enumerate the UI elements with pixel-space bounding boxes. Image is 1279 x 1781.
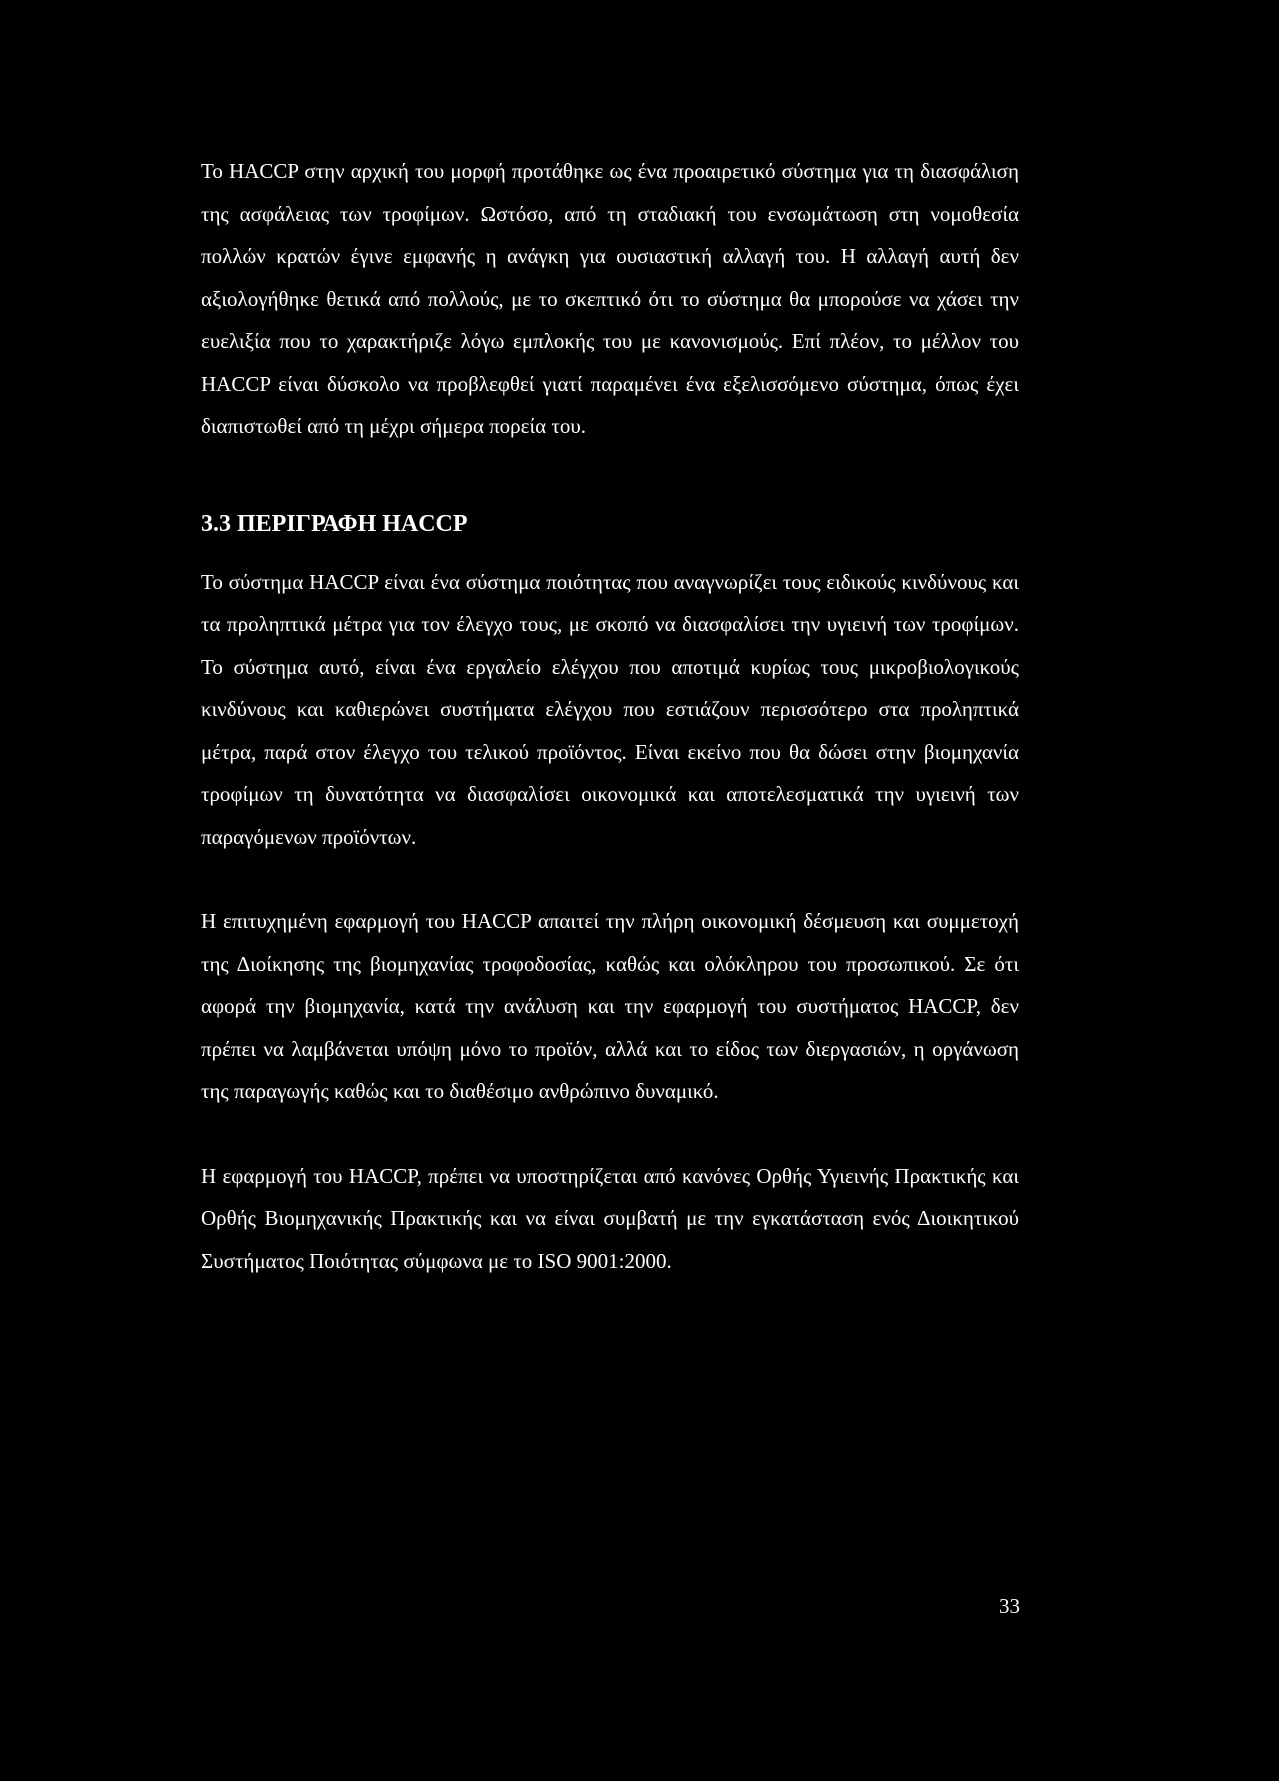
paragraph-haccp-implementation: Η επιτυχημένη εφαρμογή του HACCP απαιτεί την πλήρη οικονομική δέσμευση και συμμετοχή της Διοίκησης της βιομηχανίας τροφοδοσίας, καθώς και ολόκληρου του προσωπικού. Σε ότι αφορά την βιομηχανία, κατά την ανάλυση και την εφαρμογή του συστήματος HACCP, δεν πρέπει να λαμβάνεται υπόψη μόνο το προϊόν, αλλά και το είδος των διεργασιών, η οργάνωση της παραγωγής καθώς και το διαθέσιμο ανθρώπινο δυναμικό.	[201, 909, 1019, 1103]
section-heading: 3.3 ΠΕΡΙΓΡΑΦΗ HACCP	[201, 510, 468, 537]
paragraph-haccp-iso: Η εφαρμογή του HACCP, πρέπει να υποστηρίζεται από κανόνες Ορθής Υγιεινής Πρακτικής και Ορθής Βιομηχανικής Πρακτικής και να είναι συμβατή με την εγκατάσταση ενός Διοικητικού Συστήματος Ποιότητας σύμφωνα με το ISO 9001:2000.	[201, 1163, 1019, 1273]
paragraph-haccp-origin: Το HACCP στην αρχική του μορφή προτάθηκε ως ένα προαιρετικό σύστημα για τη διασφάλιση της ασφάλειας των τροφίμων. Ωστόσο, από τη σταδιακή του ενσωμάτωση στη νομοθεσία πολλών κρατών έγινε εμφανής η ανάγκη για ουσιαστική αλλαγή του. Η αλλαγή αυτή δεν αξιολογήθηκε θετικά από πολλούς, με το σκεπτικό ότι το σύστημα θα μπορούσε να χάσει την ευελιξία που το χαρακτήριζε λόγω εμπλοκής του με κανονισμούς. Επί πλέον, το μέλλον του HACCP είναι δύσκολο να προβλεφθεί γιατί παραμένει ένα εξελισσόμενο σύστημα, όπως έχει διαπιστωθεί από τη μέχρι σήμερα πορεία του.	[201, 159, 1019, 438]
paragraph-haccp-description: Το σύστημα HACCP είναι ένα σύστημα ποιότητας που αναγνωρίζει τους ειδικούς κινδύνους και τα προληπτικά μέτρα για τον έλεγχο τους, με σκοπό να διασφαλίσει την υγιεινή των τροφίμων. Το σύστημα αυτό, είναι ένα εργαλείο ελέγχου που αποτιμά κυρίως τους μικροβιολογικούς κινδύνους και καθιερώνει συστήματα ελέγχου που εστιάζουν περισσότερο στα προληπτικά μέτρα, παρά στον έλεγχο του τελικού προϊόντος. Είναι εκείνο που θα δώσει στην βιομηχανία τροφίμων τη δυνατότητα να διασφαλίσει οικονομικά και αποτελεσματικά την υγιεινή των παραγόμενων προϊόντων.	[201, 569, 1019, 849]
page-number: 33	[999, 1594, 1020, 1618]
page-body	[201, 150, 1019, 1282]
